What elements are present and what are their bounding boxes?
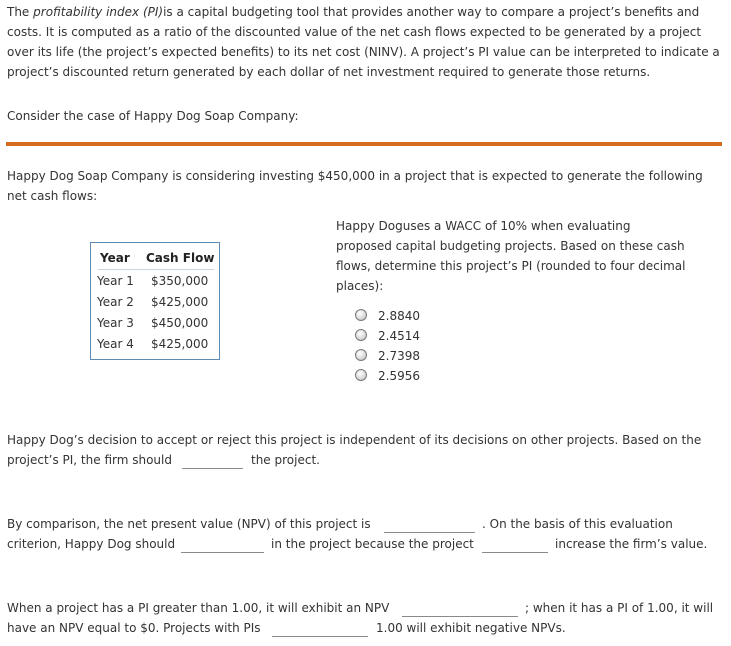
- npv-decision-dropdown[interactable]: [181, 552, 264, 553]
- radio-button[interactable]: [355, 309, 367, 321]
- option-label: 2.8840: [378, 309, 420, 323]
- option-label: 2.7398: [378, 349, 420, 363]
- rules-line-2b: 1.00 will exhibit negative NPVs.: [376, 621, 566, 635]
- cash-flow-table: [90, 242, 220, 360]
- pi-question: Happy Doguses a WACC of 10% when evaluating proposed capital budgeting projects. Based on these cash flows, determine this project’s PI (rounded to four decimal places):: [336, 219, 686, 293]
- npv-line-2b: in the project because the project: [271, 537, 474, 551]
- row-year: Year 3: [97, 316, 134, 330]
- npv-line-1b: . On the basis of this evaluation: [482, 517, 673, 531]
- rules-line-1a: When a project has a PI greater than 1.00, it will exhibit an NPV: [7, 601, 390, 615]
- rules-line-1b: ; when it has a PI of 1.00, it will: [525, 601, 714, 615]
- npv-value-dropdown[interactable]: [384, 532, 475, 533]
- row-year: Year 1: [97, 274, 134, 288]
- header-divider: [98, 269, 214, 270]
- row-year: Year 4: [97, 337, 134, 351]
- pi-decision-dropdown[interactable]: [182, 468, 243, 469]
- intro-text-before: The: [7, 5, 34, 19]
- row-cash-flow: $350,000: [151, 274, 209, 288]
- radio-button[interactable]: [355, 369, 367, 381]
- npv-line-2c: increase the firm’s value.: [555, 537, 708, 551]
- npv-sign-dropdown[interactable]: [402, 616, 518, 617]
- option-label: 2.5956: [378, 369, 420, 383]
- intro-term: profitability index (PI): [33, 5, 164, 19]
- npv-line-2a: criterion, Happy Dog should: [7, 537, 176, 551]
- intro-text-after: is a capital budgeting tool that provides another way to compare a project’s benefits and costs. It is computed as a ratio of the discounted value of the net cash flows expected to be generated by a project over its life (the project’s expected benefits) to its net cost (NINV). A project’s PI value can be interpreted to indicate a project’s discounted return generated by each dollar of net investment required to generate those returns.: [7, 5, 720, 79]
- scenario-text: Happy Dog Soap Company is considering investing $450,000 in a project that is expected to generate the following net cash flows:: [7, 169, 703, 203]
- consider-text: Consider the case of Happy Dog Soap Company:: [7, 109, 299, 123]
- row-cash-flow: $450,000: [151, 316, 209, 330]
- radio-button[interactable]: [355, 329, 367, 341]
- header-year: Year: [100, 251, 130, 265]
- pi-threshold-dropdown[interactable]: [272, 636, 368, 637]
- decision-line-1: Happy Dog’s decision to accept or reject this project is independent of its decisions on other projects. Based on the: [7, 433, 702, 447]
- section-divider: [6, 142, 722, 146]
- rules-line-2a: have an NPV equal to $0. Projects with PIs: [7, 621, 261, 635]
- row-cash-flow: $425,000: [151, 337, 209, 351]
- header-cash-flow: Cash Flow: [146, 251, 215, 265]
- decision-line-2b: the project.: [251, 453, 320, 467]
- decision-line-2a: project’s PI, the firm should: [7, 453, 172, 467]
- npv-line-1a: By comparison, the net present value (NPV) of this project is: [7, 517, 371, 531]
- intro-paragraph: [7, 2, 725, 82]
- radio-button[interactable]: [355, 349, 367, 361]
- row-cash-flow: $425,000: [151, 295, 209, 309]
- row-year: Year 2: [97, 295, 134, 309]
- option-label: 2.4514: [378, 329, 420, 343]
- npv-value-effect-dropdown[interactable]: [482, 552, 548, 553]
